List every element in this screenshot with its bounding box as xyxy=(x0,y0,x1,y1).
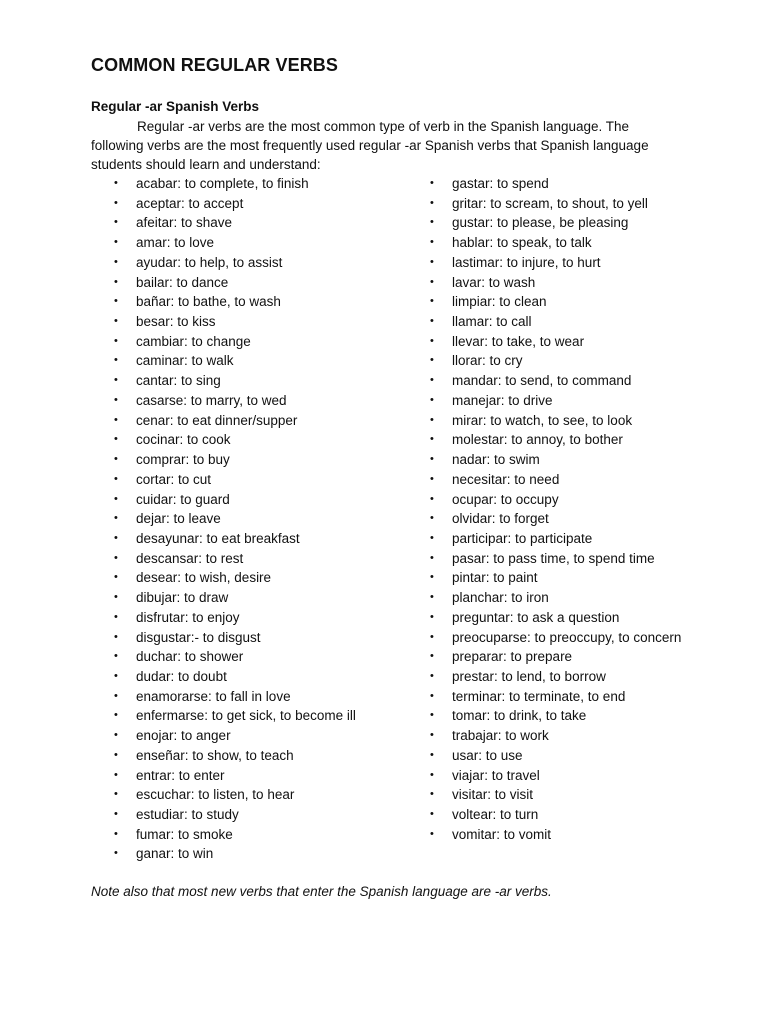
bullet-icon: • xyxy=(114,433,118,446)
bullet-icon: • xyxy=(114,334,118,347)
bullet-icon: • xyxy=(430,433,434,446)
verb-list-item xyxy=(114,687,414,707)
bullet-icon: • xyxy=(430,295,434,308)
verb-text: comprar: to buy xyxy=(136,452,230,468)
bullet-icon: • xyxy=(430,610,434,623)
bullet-icon: • xyxy=(430,788,434,801)
verb-text: cocinar: to cook xyxy=(136,432,231,448)
verb-list-item xyxy=(114,253,414,273)
verb-list-left xyxy=(114,174,414,864)
verb-text: cenar: to eat dinner/supper xyxy=(136,412,298,428)
bullet-icon: • xyxy=(114,315,118,328)
bullet-icon: • xyxy=(114,275,118,288)
bullet-icon: • xyxy=(430,512,434,525)
verb-list-item xyxy=(114,371,414,391)
verb-list-item xyxy=(430,785,730,805)
verb-list-item xyxy=(430,430,730,450)
verb-text: necesitar: to need xyxy=(452,471,560,487)
verb-text: preguntar: to ask a question xyxy=(452,609,620,625)
verb-list-item xyxy=(114,706,414,726)
verb-list-item xyxy=(114,825,414,845)
bullet-icon: • xyxy=(114,748,118,761)
bullet-icon: • xyxy=(114,295,118,308)
verb-list-item xyxy=(430,509,730,529)
bullet-icon: • xyxy=(430,827,434,840)
verb-list-item xyxy=(430,233,730,253)
verb-text: aceptar: to accept xyxy=(136,195,244,211)
verb-text: lastimar: to injure, to hurt xyxy=(452,254,601,270)
verb-list-item xyxy=(114,312,414,332)
verb-text: participar: to participate xyxy=(452,530,593,546)
verb-list-item xyxy=(114,805,414,825)
verb-text: enamorarse: to fall in love xyxy=(136,688,291,704)
bullet-icon: • xyxy=(430,669,434,682)
verb-text: llevar: to take, to wear xyxy=(452,333,585,349)
verb-list-item xyxy=(430,825,730,845)
verb-text: gritar: to scream, to shout, to yell xyxy=(452,195,648,211)
bullet-icon: • xyxy=(114,669,118,682)
verb-text: entrar: to enter xyxy=(136,767,225,783)
verb-list-item xyxy=(114,411,414,431)
verb-text: pasar: to pass time, to spend time xyxy=(452,550,655,566)
verb-list-item xyxy=(430,805,730,825)
verb-text: hablar: to speak, to talk xyxy=(452,235,592,251)
verb-text: bailar: to dance xyxy=(136,274,229,290)
verb-list-item xyxy=(114,785,414,805)
verb-list-item xyxy=(430,667,730,687)
verb-text: pintar: to paint xyxy=(452,570,538,586)
verb-text: prestar: to lend, to borrow xyxy=(452,668,606,684)
verb-text: ganar: to win xyxy=(136,846,214,862)
section-heading: Regular -ar Spanish Verbs xyxy=(91,99,260,114)
bullet-icon: • xyxy=(430,709,434,722)
bullet-icon: • xyxy=(430,393,434,406)
bullet-icon: • xyxy=(430,177,434,189)
verb-list-item xyxy=(114,766,414,786)
verb-list-item xyxy=(430,194,730,214)
verb-list-item xyxy=(430,174,730,194)
verb-text: duchar: to shower xyxy=(136,649,244,665)
bullet-icon: • xyxy=(430,236,434,249)
verb-text: llorar: to cry xyxy=(452,353,523,369)
verb-list-item xyxy=(430,411,730,431)
verb-text: lavar: to wash xyxy=(452,274,536,290)
bullet-icon: • xyxy=(114,413,118,426)
verb-list-item xyxy=(430,450,730,470)
verb-text: escuchar: to listen, to hear xyxy=(136,787,295,803)
verb-text: tomar: to drink, to take xyxy=(452,708,587,724)
verb-list-item xyxy=(114,391,414,411)
verb-list-item xyxy=(114,233,414,253)
verb-list-item xyxy=(114,529,414,549)
verb-list-item xyxy=(114,746,414,766)
bullet-icon: • xyxy=(114,610,118,623)
verb-list-item xyxy=(430,766,730,786)
bullet-icon: • xyxy=(430,531,434,544)
bullet-icon: • xyxy=(114,177,118,189)
verb-text: enojar: to anger xyxy=(136,728,231,744)
verb-list-item xyxy=(430,490,730,510)
verb-text: viajar: to travel xyxy=(452,767,540,783)
verb-list-item xyxy=(430,647,730,667)
bullet-icon: • xyxy=(430,315,434,328)
verb-text: vomitar: to vomit xyxy=(452,826,552,842)
bullet-icon: • xyxy=(430,689,434,702)
verb-text: nadar: to swim xyxy=(452,452,540,468)
bullet-icon: • xyxy=(114,827,118,840)
verb-list-item xyxy=(114,174,414,194)
verb-text: casarse: to marry, to wed xyxy=(136,392,287,408)
verb-text: dudar: to doubt xyxy=(136,668,227,684)
verb-list-item xyxy=(114,213,414,233)
verb-text: usar: to use xyxy=(452,747,523,763)
verb-list-item xyxy=(114,588,414,608)
verb-list-item xyxy=(430,351,730,371)
bullet-icon: • xyxy=(430,374,434,387)
verb-list-item xyxy=(114,292,414,312)
bullet-icon: • xyxy=(430,472,434,485)
verb-text: besar: to kiss xyxy=(136,314,216,330)
bullet-icon: • xyxy=(430,453,434,466)
bullet-icon: • xyxy=(114,354,118,367)
verb-text: enseñar: to show, to teach xyxy=(136,747,294,763)
verb-text: cortar: to cut xyxy=(136,471,212,487)
verb-list-item xyxy=(430,253,730,273)
bullet-icon: • xyxy=(114,729,118,742)
bullet-icon: • xyxy=(430,492,434,505)
verb-list-item xyxy=(430,529,730,549)
bullet-icon: • xyxy=(114,808,118,820)
verb-text: visitar: to visit xyxy=(452,787,534,803)
verb-list-item xyxy=(114,549,414,569)
verb-text: gustar: to please, be pleasing xyxy=(452,215,629,231)
bullet-icon: • xyxy=(114,551,118,564)
verb-list-item xyxy=(114,608,414,628)
verb-list-item xyxy=(114,844,414,864)
verb-text: terminar: to terminate, to end xyxy=(452,688,626,704)
verb-text: gastar: to spend xyxy=(452,176,549,191)
verb-text: voltear: to turn xyxy=(452,807,539,822)
verb-list-item xyxy=(114,470,414,490)
verb-list-item xyxy=(114,430,414,450)
verb-text: llamar: to call xyxy=(452,314,532,330)
bullet-icon: • xyxy=(430,413,434,426)
bullet-icon: • xyxy=(430,630,434,643)
verb-text: trabajar: to work xyxy=(452,728,549,744)
verb-text: estudiar: to study xyxy=(136,807,239,822)
verb-text: olvidar: to forget xyxy=(452,511,549,527)
bullet-icon: • xyxy=(114,255,118,268)
bullet-icon: • xyxy=(430,354,434,367)
verb-list-item xyxy=(430,628,730,648)
verb-list-item xyxy=(430,312,730,332)
verb-list-item xyxy=(114,647,414,667)
verb-list-item xyxy=(430,588,730,608)
bullet-icon: • xyxy=(114,472,118,485)
bullet-icon: • xyxy=(430,196,434,209)
verb-list-item xyxy=(430,292,730,312)
bullet-icon: • xyxy=(114,492,118,505)
verb-text: fumar: to smoke xyxy=(136,826,233,842)
verb-list-item xyxy=(114,194,414,214)
bullet-icon: • xyxy=(430,551,434,564)
bullet-icon: • xyxy=(114,788,118,801)
bullet-icon: • xyxy=(114,768,118,781)
verb-list-item xyxy=(430,391,730,411)
bullet-icon: • xyxy=(114,650,118,663)
verb-list-right xyxy=(430,174,730,844)
verb-list-item xyxy=(430,470,730,490)
verb-text: limpiar: to clean xyxy=(452,294,547,310)
verb-text: cantar: to sing xyxy=(136,373,221,389)
bullet-icon: • xyxy=(430,650,434,663)
verb-list-item xyxy=(114,568,414,588)
verb-text: preparar: to prepare xyxy=(452,649,573,665)
verb-text: cuidar: to guard xyxy=(136,491,230,507)
bullet-icon: • xyxy=(114,453,118,466)
verb-list-item xyxy=(430,332,730,352)
bullet-icon: • xyxy=(430,334,434,347)
verb-text: ayudar: to help, to assist xyxy=(136,254,283,270)
bullet-icon: • xyxy=(430,255,434,268)
bullet-icon: • xyxy=(114,591,118,604)
page-title: COMMON REGULAR VERBS xyxy=(91,55,339,75)
bullet-icon: • xyxy=(114,689,118,702)
verb-text: caminar: to walk xyxy=(136,353,234,369)
bullet-icon: • xyxy=(114,571,118,584)
bullet-icon: • xyxy=(114,393,118,406)
verb-list-item xyxy=(430,726,730,746)
verb-text: afeitar: to shave xyxy=(136,215,233,231)
verb-list-item xyxy=(114,667,414,687)
verb-text: bañar: to bathe, to wash xyxy=(136,294,281,310)
verb-list-item xyxy=(114,726,414,746)
verb-text: descansar: to rest xyxy=(136,550,244,566)
intro-paragraph xyxy=(91,117,671,174)
verb-list-item xyxy=(430,608,730,628)
bullet-icon: • xyxy=(430,275,434,288)
verb-list-item xyxy=(430,687,730,707)
verb-text: molestar: to annoy, to bother xyxy=(452,432,623,448)
verb-list-item xyxy=(430,213,730,233)
closing-note: Note also that most new verbs that enter the Spanish language are -ar verbs. xyxy=(91,884,552,899)
bullet-icon: • xyxy=(114,512,118,525)
verb-list-item xyxy=(114,332,414,352)
verb-list-item xyxy=(430,273,730,293)
bullet-icon: • xyxy=(114,847,118,860)
bullet-icon: • xyxy=(114,236,118,249)
bullet-icon: • xyxy=(430,729,434,742)
verb-text: manejar: to drive xyxy=(452,392,553,408)
verb-text: preocuparse: to preoccupy, to concern xyxy=(452,629,682,645)
bullet-icon: • xyxy=(430,216,434,229)
verb-list-item xyxy=(430,371,730,391)
verb-list-item xyxy=(114,490,414,510)
verb-text: desear: to wish, desire xyxy=(136,570,272,586)
verb-list-item xyxy=(114,628,414,648)
bullet-icon: • xyxy=(114,630,118,643)
verb-text: ocupar: to occupy xyxy=(452,491,559,507)
verb-text: dejar: to leave xyxy=(136,511,221,527)
verb-list-item xyxy=(114,450,414,470)
verb-list-item xyxy=(430,706,730,726)
bullet-icon: • xyxy=(114,374,118,387)
verb-text: desayunar: to eat breakfast xyxy=(136,530,300,546)
bullet-icon: • xyxy=(430,768,434,781)
verb-text: amar: to love xyxy=(136,235,215,251)
verb-list-item xyxy=(430,746,730,766)
bullet-icon: • xyxy=(430,591,434,604)
verb-list-item xyxy=(114,273,414,293)
verb-text: acabar: to complete, to finish xyxy=(136,176,309,191)
verb-text: dibujar: to draw xyxy=(136,590,229,606)
bullet-icon: • xyxy=(114,531,118,544)
verb-list-item xyxy=(430,568,730,588)
verb-text: disgustar:- to disgust xyxy=(136,629,261,645)
verb-text: enfermarse: to get sick, to become ill xyxy=(136,708,356,724)
intro-text: Regular -ar verbs are the most common type of verb in the Spanish language. The following verbs are the most frequently used regular -ar Spanish verbs that Spanish language students should learn and understand: xyxy=(91,119,649,172)
bullet-icon: • xyxy=(430,571,434,584)
verb-text: cambiar: to change xyxy=(136,333,251,349)
verb-list-item xyxy=(430,549,730,569)
bullet-icon: • xyxy=(430,808,434,820)
verb-text: disfrutar: to enjoy xyxy=(136,609,240,625)
verb-text: mirar: to watch, to see, to look xyxy=(452,412,633,428)
verb-text: mandar: to send, to command xyxy=(452,373,632,389)
verb-text: planchar: to iron xyxy=(452,590,549,606)
bullet-icon: • xyxy=(114,196,118,209)
bullet-icon: • xyxy=(114,709,118,722)
bullet-icon: • xyxy=(430,748,434,761)
bullet-icon: • xyxy=(114,216,118,229)
verb-list-item xyxy=(114,509,414,529)
verb-list-item xyxy=(114,351,414,371)
